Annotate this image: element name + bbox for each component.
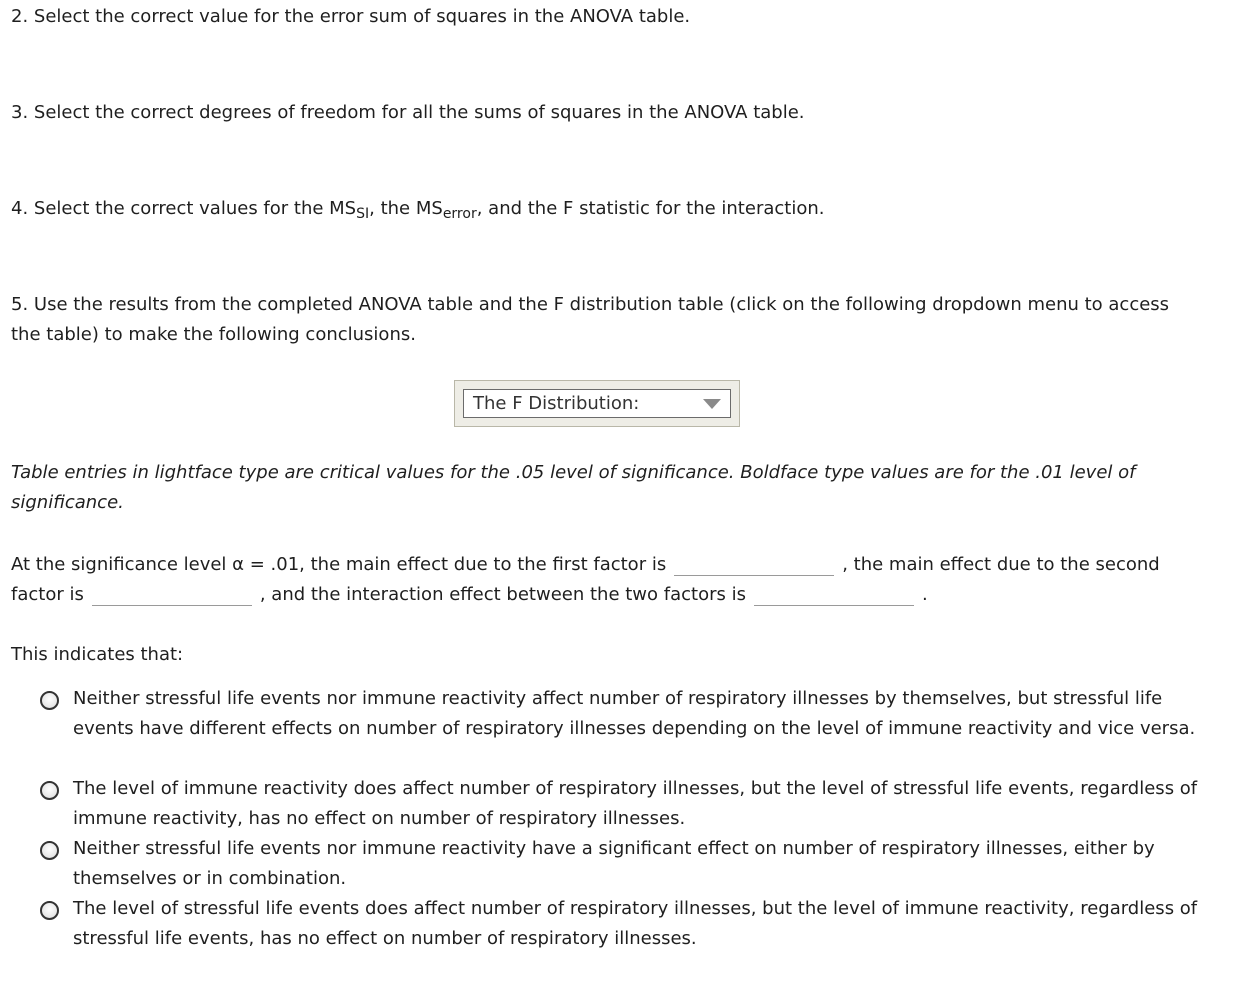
ms-si-subscript: SI	[356, 206, 370, 222]
radio-button-4[interactable]	[40, 901, 59, 920]
sentence-part-2: , the main effect due to the second factor is	[11, 554, 1160, 605]
ms-error-subscript: error	[442, 206, 477, 222]
sentence-part-1: At the significance level α = .01, the main effect due to the first factor is	[11, 554, 667, 575]
answer-option-2[interactable]	[40, 774, 1200, 834]
interaction-answer-blank[interactable]	[754, 583, 914, 606]
conclusion-intro: This indicates that:	[11, 644, 184, 665]
answer-option-4[interactable]	[40, 894, 1200, 954]
answer-option-4-label[interactable]: The level of stressful life events does affect number of respiratory illnesses, but the level of immune reactivity, regardless of stressful life events, has no effect on number of respiratory illnesses.	[73, 898, 1198, 949]
answer-option-1[interactable]	[40, 684, 1200, 744]
question-4-after: , and the F statistic for the interaction.	[476, 198, 825, 219]
answer-option-3[interactable]	[40, 834, 1200, 894]
question-4-text	[11, 194, 824, 224]
radio-button-3[interactable]	[40, 841, 59, 860]
answer-option-2-label[interactable]: The level of immune reactivity does affect number of respiratory illnesses, but the level of stressful life events, regardless of immune reactivity, has no effect on number of respiratory illnesses.	[73, 778, 1198, 829]
question-3-text: 3. Select the correct degrees of freedom for all the sums of squares in the ANOVA table.	[11, 102, 805, 123]
chevron-down-icon	[703, 399, 721, 409]
radio-button-1[interactable]	[40, 691, 59, 710]
conclusion-sentence	[11, 550, 1211, 610]
answer-option-1-label[interactable]: Neither stressful life events nor immune reactivity affect number of respiratory illnesses by themselves, but stressful life events have different effects on number of respiratory illnesses depending on the level of immune reactivity and vice versa.	[73, 688, 1196, 739]
question-2-text: 2. Select the correct value for the error sum of squares in the ANOVA table.	[11, 6, 691, 27]
question-4-mid: , the MS	[369, 198, 443, 219]
significance-note: Table entries in lightface type are critical values for the .05 level of significance. Boldface type values are for the .01 level of significance.	[11, 462, 1136, 513]
f-distribution-dropdown-frame	[454, 380, 740, 427]
radio-button-2[interactable]	[40, 781, 59, 800]
f-distribution-dropdown-label: The F Distribution:	[473, 393, 640, 414]
f-distribution-dropdown[interactable]	[463, 389, 731, 418]
question-4-before: 4. Select the correct values for the MS	[11, 198, 357, 219]
sentence-part-3: , and the interaction effect between the two factors is	[259, 584, 746, 605]
sentence-part-4: .	[921, 584, 928, 605]
question-5-text: 5. Use the results from the completed ANOVA table and the F distribution table (click on the following dropdown menu to access the table) to make the following conclusions.	[11, 294, 1170, 345]
first-factor-answer-blank[interactable]	[674, 553, 834, 576]
answer-option-3-label[interactable]: Neither stressful life events nor immune reactivity have a significant effect on number of respiratory illnesses, either by themselves or in combination.	[73, 838, 1155, 889]
second-factor-answer-blank[interactable]	[92, 583, 252, 606]
